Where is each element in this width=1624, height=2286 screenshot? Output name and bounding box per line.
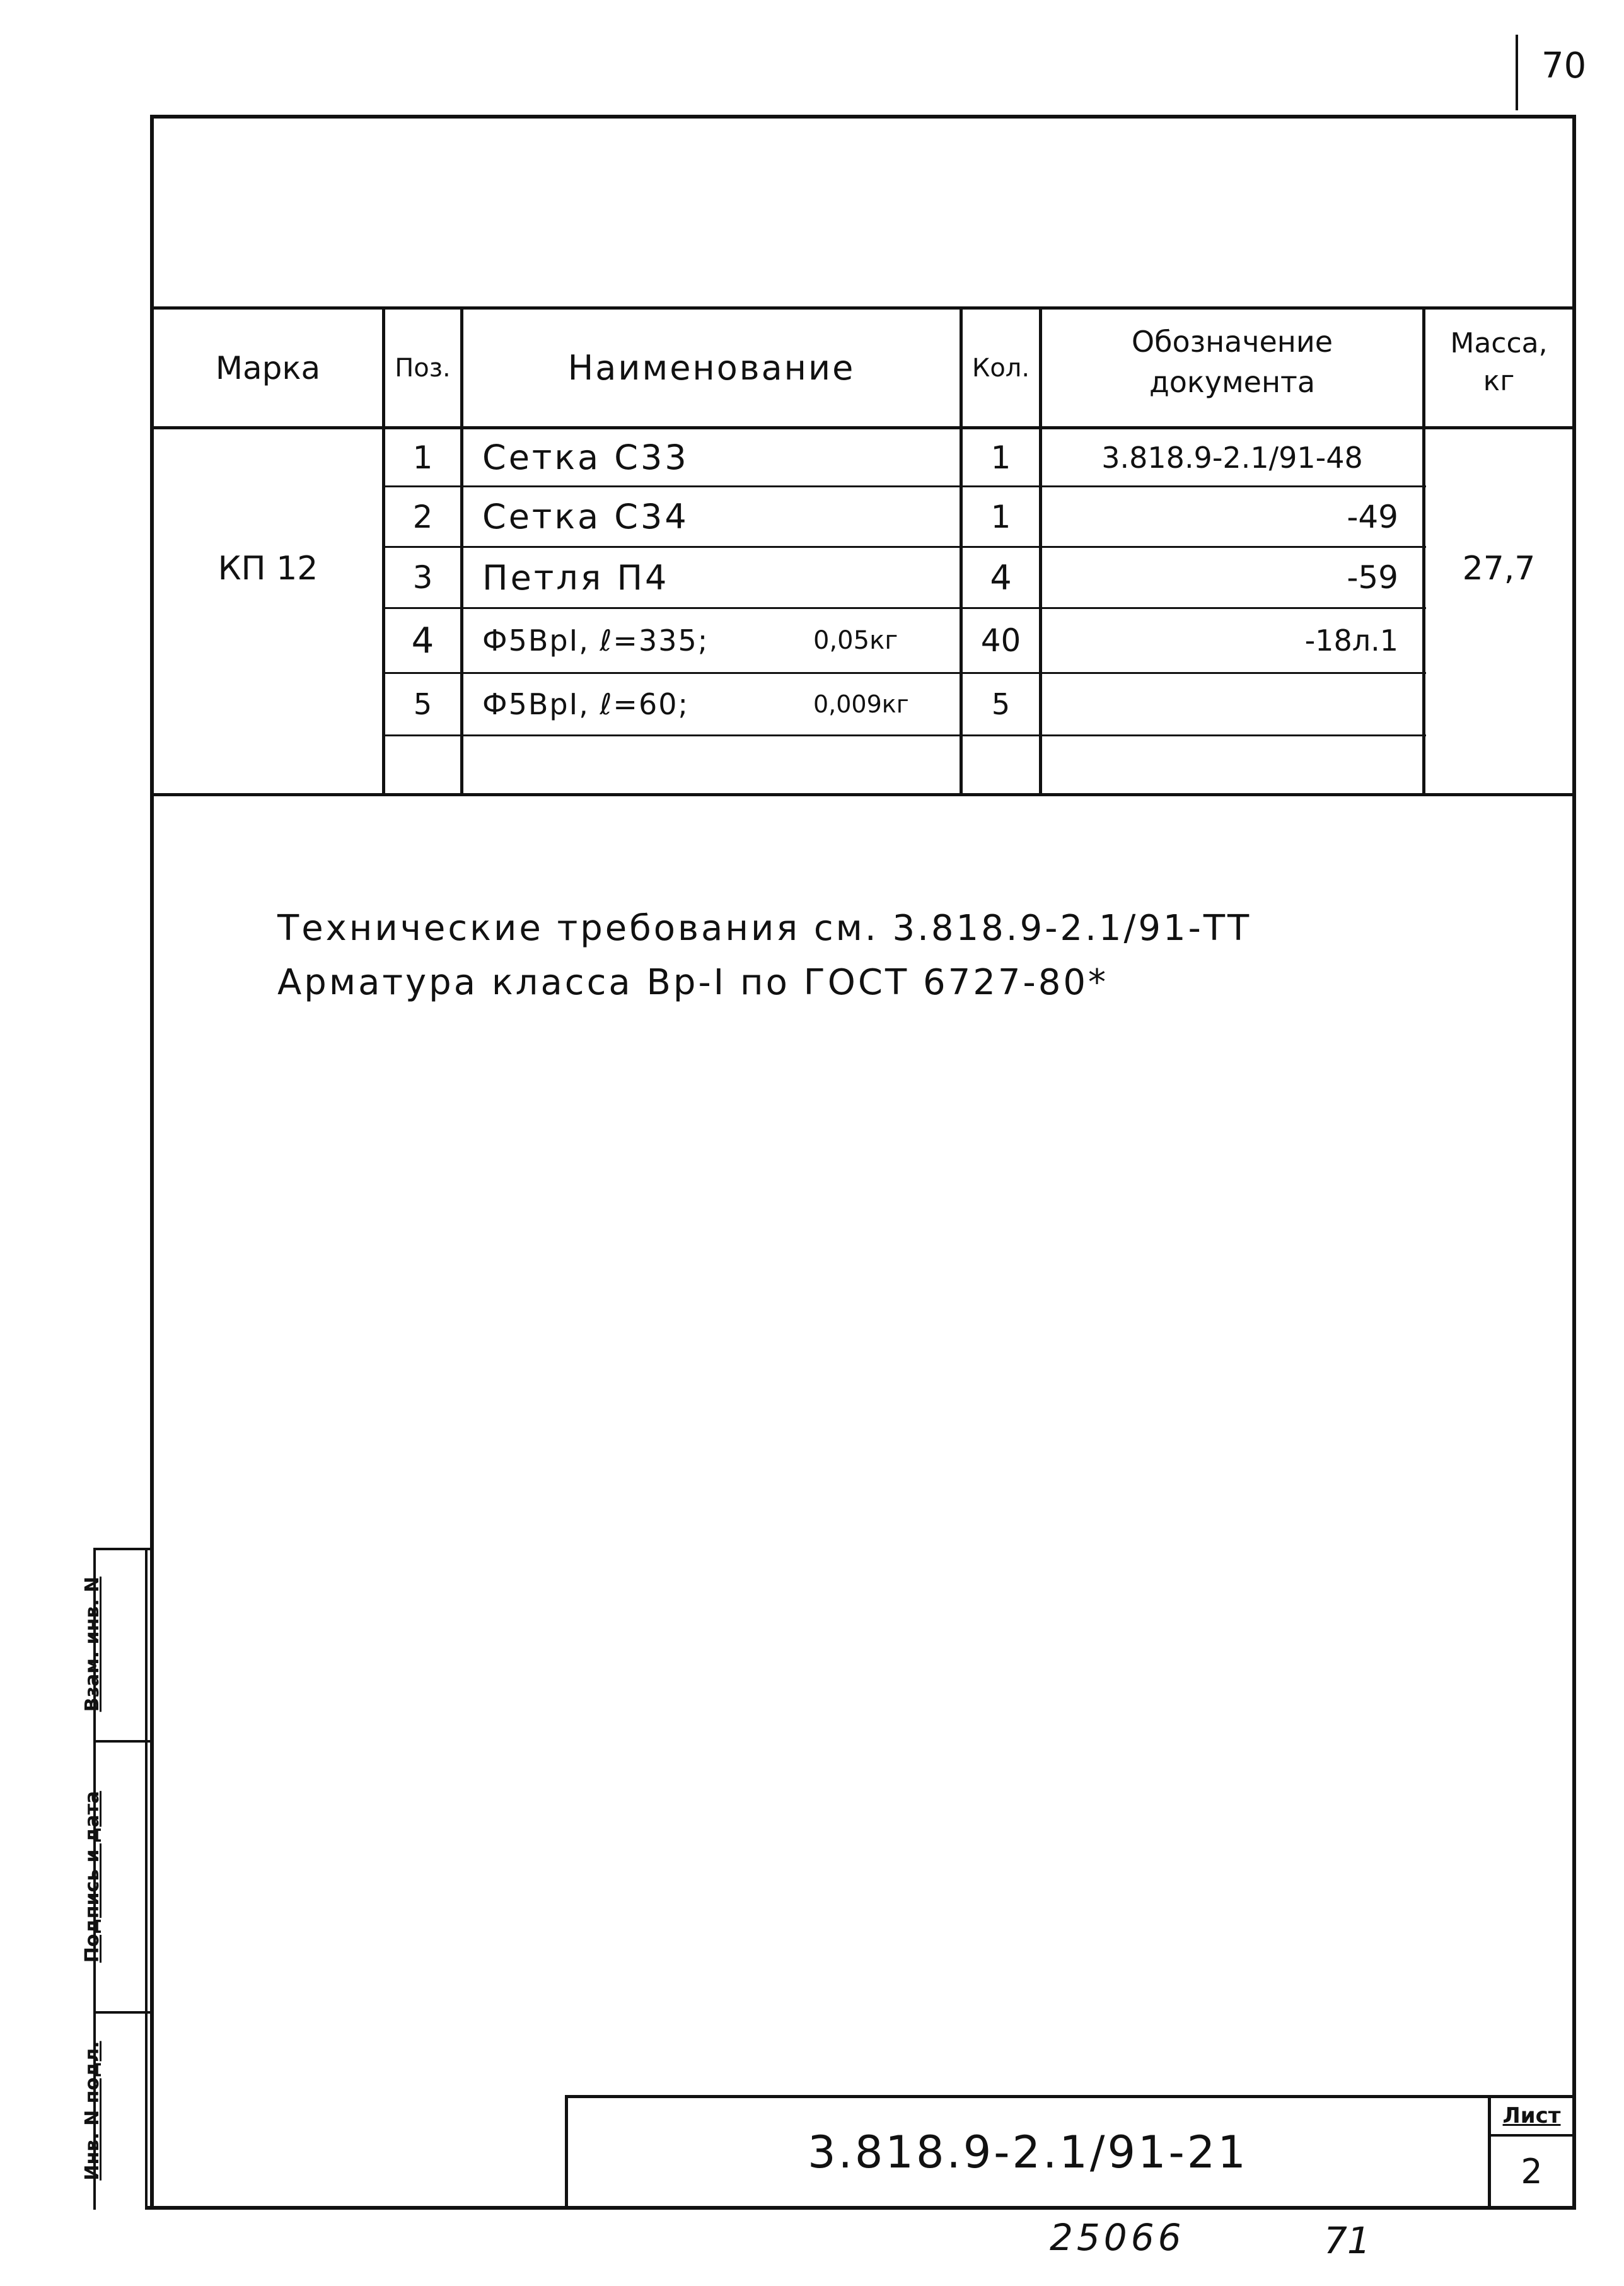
row-extra: 0,05кг: [813, 626, 898, 655]
row-name: Сетка С34: [482, 497, 689, 537]
row-kol: 1: [990, 498, 1011, 535]
row-name: Сетка С33: [482, 438, 689, 477]
sheet-label: Лист: [1502, 2103, 1561, 2128]
row-poz: 4: [411, 620, 434, 661]
header-mass: [1425, 325, 1572, 400]
row-kol: 4: [990, 557, 1012, 598]
side-stamp-line-3: [93, 2011, 151, 2014]
notes: [277, 902, 1251, 1010]
row-kol: 5: [991, 687, 1011, 721]
row-poz: 1: [412, 439, 433, 476]
row-doc: -49: [1347, 498, 1398, 535]
row-kol: 1: [990, 439, 1011, 476]
row-kol: 40: [980, 622, 1021, 659]
row-poz: 3: [412, 559, 433, 596]
header-marka: Марка: [215, 349, 321, 386]
archive-number: 25066: [1050, 2216, 1185, 2259]
row-poz: 2: [412, 498, 433, 535]
header-poz: Поз.: [395, 353, 451, 383]
side-stamp-right: [145, 1548, 148, 2210]
side-stamp-line-2: [93, 1740, 151, 1743]
footer-page: 71: [1324, 2219, 1371, 2262]
table-bottom-line: [150, 793, 1576, 796]
header-kol: Кол.: [972, 353, 1030, 383]
header-mass-line2: кг: [1483, 365, 1515, 397]
group-mark: КП 12: [218, 550, 318, 588]
row-name: Петля П4: [482, 557, 670, 598]
side-label-podpis: Подпись и дата: [81, 1790, 103, 1963]
header-name: Наименование: [567, 348, 856, 388]
header-mass-line1: Масса,: [1450, 327, 1548, 359]
row-doc: -18л.1: [1304, 624, 1398, 658]
row-name: Ф5ВрI, ℓ=60;: [482, 687, 690, 721]
side-label-vzam: Взам. инв. N: [81, 1576, 103, 1712]
note-line-1: Технические требования см. 3.818.9-2.1/91-ТТ: [277, 908, 1252, 949]
row-line-5: [383, 734, 1426, 736]
header-designation-line2: документа: [1149, 365, 1316, 399]
row-poz: 5: [413, 687, 432, 721]
header-designation: [1042, 322, 1422, 402]
sheet-number: 2: [1521, 2151, 1543, 2191]
row-name: Ф5ВрI, ℓ=335;: [482, 624, 709, 658]
frame-bottom: [145, 2206, 1576, 2210]
page-number: 70: [1541, 45, 1587, 86]
page-number-divider: [1516, 35, 1518, 110]
header-designation-line1: Обозначение: [1131, 325, 1333, 359]
row-doc: [1042, 674, 1398, 734]
note-line-2: Арматура класса Вр-I по ГОСТ 6727-80*: [277, 962, 1108, 1003]
doc-code: 3.818.9-2.1/91-21: [808, 2126, 1248, 2178]
row-doc: -59: [1347, 559, 1398, 596]
row-doc: 3.818.9-2.1/91-48: [1101, 440, 1363, 475]
frame-top: [150, 115, 1576, 119]
side-label-inv: Инв. N подл.: [81, 2041, 103, 2181]
group-mass: 27,7: [1462, 550, 1536, 588]
row-extra: 0,009кг: [813, 690, 909, 718]
